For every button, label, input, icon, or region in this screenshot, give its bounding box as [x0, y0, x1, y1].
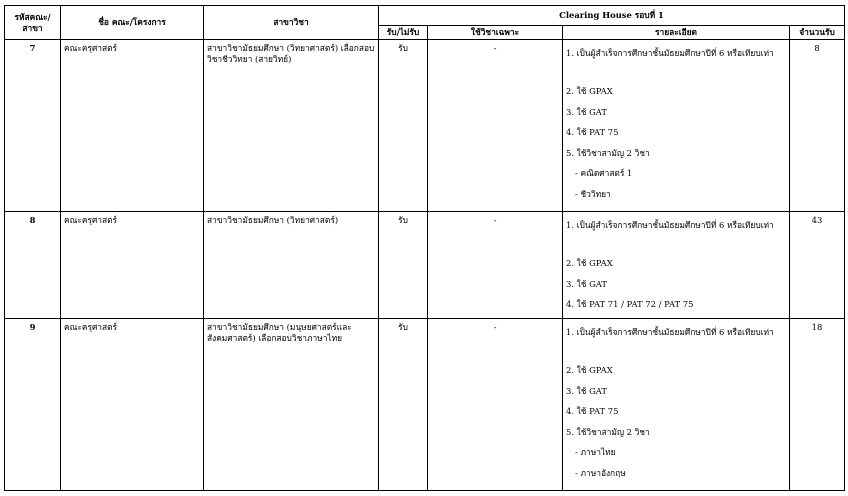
detail-item: 3. ใช้ GAT: [566, 385, 607, 396]
detail-item: 2. ใช้ GPAX: [566, 365, 613, 375]
row-quota: 18: [790, 319, 845, 491]
header-accept: รับ/ไม่รับ: [379, 26, 428, 40]
row-skill: -: [428, 319, 563, 491]
row-skill: -: [428, 212, 563, 319]
row-major: สาขาวิชามัธยมศึกษา (มนุษยศาสตร์และสังคมศาสตร์) เลือกสอบวิชาภาษาไทย: [204, 319, 379, 491]
row-details: [563, 40, 790, 212]
row-faculty: คณะครุศาสตร์: [61, 40, 204, 212]
header-quota: จำนวนรับ: [790, 26, 845, 40]
table-row: [5, 40, 845, 212]
detail-item: 4. ใช้ PAT 75: [566, 406, 619, 417]
row-quota: 8: [790, 40, 845, 212]
row-skill: -: [428, 40, 563, 212]
detail-item: 3. ใช้ GAT: [566, 106, 607, 117]
detail-item: 5. ใช้วิชาสามัญ 2 วิชา: [566, 426, 650, 437]
row-code: 7: [5, 40, 61, 212]
row-details: [563, 212, 790, 319]
row-major: สาขาวิชามัธยมศึกษา (วิทยาศาสตร์): [204, 212, 379, 319]
row-quota: 43: [790, 212, 845, 319]
detail-item: 2. ใช้ GPAX: [566, 258, 613, 268]
detail-item: 5. ใช้วิชาสามัญ 2 วิชา: [566, 147, 650, 158]
detail-item: 1. เป็นผู้สำเร็จการศึกษาชั้นมัธยมศึกษาปีที่ 6 หรือเทียบเท่า: [566, 220, 774, 230]
row-accept: รับ: [379, 319, 428, 491]
detail-item: 1. เป็นผู้สำเร็จการศึกษาชั้นมัธยมศึกษาปีที่ 6 หรือเทียบเท่า: [566, 48, 774, 58]
table-row: [5, 319, 845, 491]
row-code: 9: [5, 319, 61, 491]
row-faculty: คณะครุศาสตร์: [61, 212, 204, 319]
header-details: รายละเอียด: [563, 26, 790, 40]
detail-subitem: - คณิตศาสตร์ 1: [575, 168, 633, 179]
table-body: [5, 40, 845, 491]
detail-item: 2. ใช้ GPAX: [566, 86, 613, 96]
row-faculty: คณะครุศาสตร์: [61, 319, 204, 491]
admission-table: [4, 5, 845, 491]
detail-item: 4. ใช้ PAT 75: [566, 127, 619, 138]
detail-subitem: - ภาษาอังกฤษ: [575, 467, 626, 478]
row-accept: รับ: [379, 40, 428, 212]
row-details: [563, 319, 790, 491]
header-code: รหัสคณะ/สาขา: [5, 6, 61, 40]
detail-item: 1. เป็นผู้สำเร็จการศึกษาชั้นมัธยมศึกษาปีที่ 6 หรือเทียบเท่า: [566, 327, 774, 337]
detail-subitem: - ชีววิทยา: [575, 188, 611, 199]
detail-item: 4. ใช้ PAT 71 / PAT 72 / PAT 75: [566, 299, 694, 310]
row-accept: รับ: [379, 212, 428, 319]
header-skill: ใช้วิชาเฉพาะ: [428, 26, 563, 40]
header-round: Clearing House รอบที่ 1: [379, 6, 845, 26]
table-row: [5, 212, 845, 319]
header-faculty: ชื่อ คณะ/โครงการ: [61, 6, 204, 40]
detail-subitem: - ภาษาไทย: [575, 447, 616, 458]
row-code: 8: [5, 212, 61, 319]
detail-item: 3. ใช้ GAT: [566, 278, 607, 289]
row-major: สาขาวิชามัธยมศึกษา (วิทยาศาสตร์) เลือกสอบวิชาชีววิทยา (สายวิทย์): [204, 40, 379, 212]
header-major: สาขาวิชา: [204, 6, 379, 40]
